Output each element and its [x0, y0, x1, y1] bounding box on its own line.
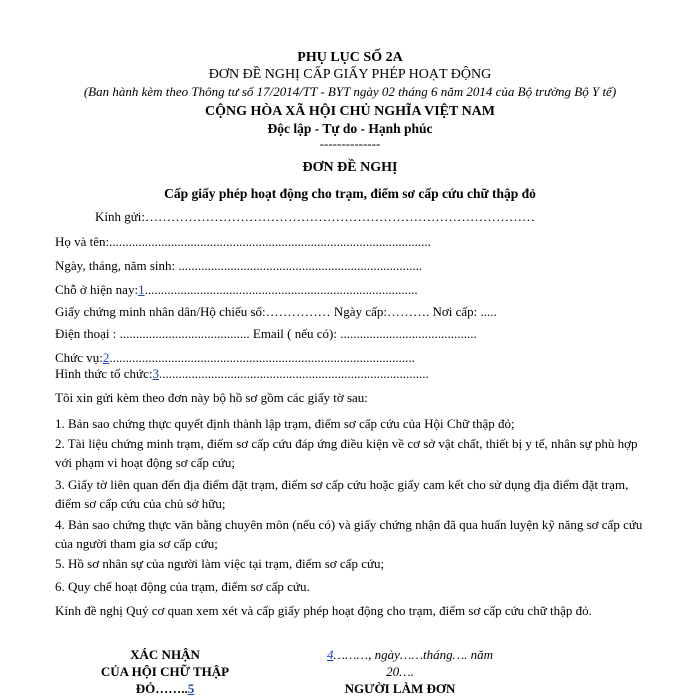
name-field: Họ và tên:................................................................................................... [55, 234, 431, 249]
national-motto: Độc lập - Tự do - Hạnh phúc [267, 121, 433, 136]
position-field [55, 350, 415, 366]
attachment-item-3: 3. Giấy tờ liên quan đến địa điểm đặt trạm, điểm sơ cấp cứu hoặc giấy cam kết cho sử dụng địa điểm đặt trạm, điểm sơ cấp cứu của chủ sở hữu; [55, 477, 629, 511]
document-subtitle: Cấp giấy phép hoạt động cho trạm, điểm sơ cấp cứu chữ thập đỏ [164, 186, 536, 201]
organization-form-label: Hình thức tổ chức: [55, 366, 153, 381]
footnote-link-1[interactable]: 1 [138, 282, 145, 297]
dob-field: Ngày, tháng, năm sinh: ........................................................................... [55, 258, 423, 273]
confirmation-branch-label: ĐỎ…….. [135, 681, 188, 696]
issued-by-note: (Ban hành kèm theo Thông tư số 17/2014/TT - BYT ngày 02 tháng 6 năm 2014 của Bộ trưởng Bộ Y tế) [83, 84, 617, 99]
attachment-item-4: 4. Bản sao chứng thực văn bằng chuyên môn (nếu có) và giấy chứng nhận đã qua huấn luyện kỹ năng sơ cấp cứu của người tham gia sơ cấp cứu; [55, 517, 643, 551]
attachments-intro: Tôi xin gửi kèm theo đơn này bộ hồ sơ gồm các giấy tờ sau: [55, 390, 368, 405]
position-dots: .............................................................................................. [109, 350, 415, 365]
footnote-link-5[interactable]: 5 [187, 681, 195, 696]
position-label: Chức vụ: [55, 350, 103, 365]
attachment-item-1: 1. Bản sao chứng thực quyết định thành lập trạm, điểm sơ cấp cứu của Hội Chữ thập đỏ; [55, 416, 515, 431]
attachment-item-2: 2. Tài liệu chứng minh trạm, điểm sơ cấp cứu đáp ứng điều kiện về cơ sở vật chất, thiết bị y tế, nhân sự phù hợp với phạm vi hoạt động sơ cấp cứu; [55, 436, 638, 470]
organization-form-dots: ................................................................................... [159, 366, 429, 381]
place-date-line [305, 647, 515, 663]
address-label: Chỗ ở hiện nay: [55, 282, 139, 297]
footnote-link-4[interactable]: 4 [326, 647, 334, 662]
header-divider: -------------- [319, 136, 381, 151]
footnote-link-2[interactable]: 2 [102, 350, 110, 365]
phone-email-field: Điện thoại : ........................................ Email ( nếu có): .......................................... [55, 326, 477, 341]
footnote-link-3[interactable]: 3 [152, 366, 159, 381]
attachment-item-6: 6. Quy chế hoạt động của trạm, điểm sơ cấp cứu. [55, 579, 310, 594]
place-date-text: ………, ngày……tháng…. năm [333, 647, 494, 662]
applicant-heading: NGƯỜI LÀM ĐƠN [344, 681, 456, 696]
country-name: CỘNG HÒA XÃ HỘI CHỦ NGHĨA VIỆT NAM [204, 104, 495, 119]
id-card-field: Giấy chứng minh nhân dân/Hộ chiếu số:…………… Ngày cấp:………. Nơi cấp: ..... [55, 304, 497, 319]
appendix-label: PHỤ LỤC SỐ 2A [297, 50, 403, 65]
confirmation-heading: XÁC NHẬN [130, 647, 200, 662]
request-statement: Kính đề nghị Quý cơ quan xem xét và cấp giấy phép hoạt động cho trạm, điểm sơ cấp cứu chữ thập đỏ. [55, 603, 592, 618]
confirmation-org: CỦA HỘI CHỮ THẬP [100, 664, 230, 679]
document-title: ĐƠN ĐỀ NGHỊ [302, 160, 398, 175]
organization-form-field [55, 366, 429, 382]
form-title: ĐƠN ĐỀ NGHỊ CẤP GIẤY PHÉP HOẠT ĐỘNG [208, 67, 492, 82]
date-year: 20…. [386, 664, 414, 679]
greeting-line: Kính gửi:……………………………………………………………………………… [95, 209, 536, 224]
address-dots: .................................................................................... [144, 282, 418, 297]
confirmation-branch [100, 681, 230, 697]
attachment-item-5: 5. Hồ sơ nhân sự của người làm việc tại trạm, điểm sơ cấp cứu; [55, 556, 385, 571]
address-field [55, 282, 418, 298]
